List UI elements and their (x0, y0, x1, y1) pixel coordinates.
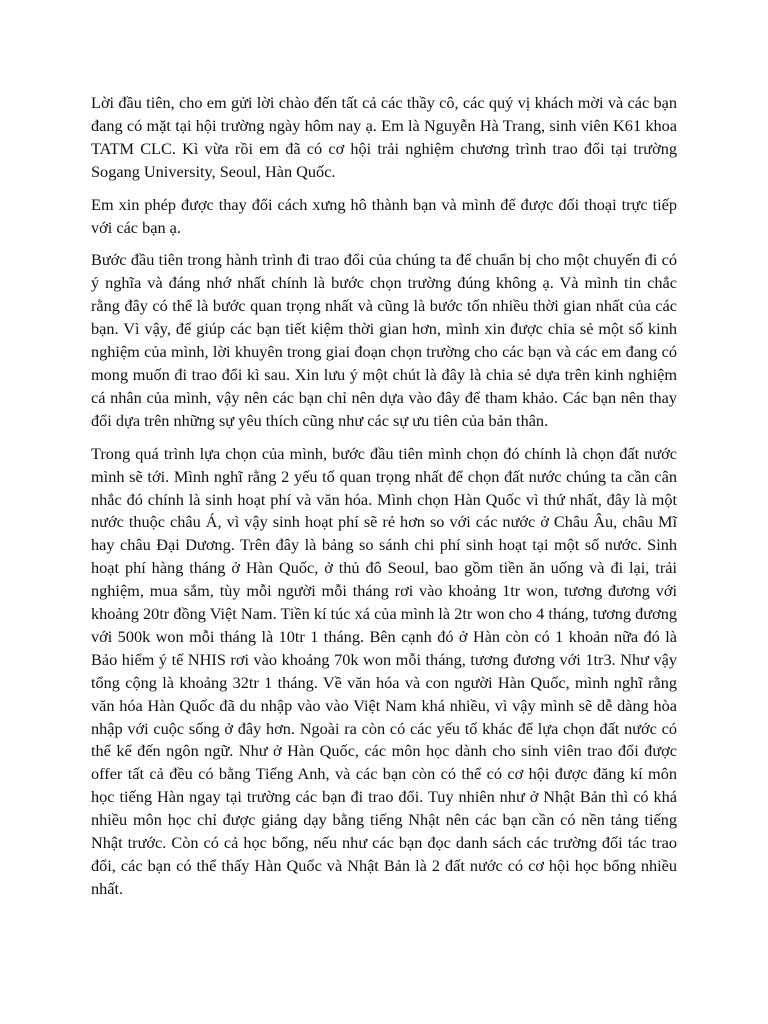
paragraph-choosing-country: Trong quá trình lựa chọn của mình, bước đầu tiên mình chọn đó chính là chọn đất nước mình sẽ tới. Mình nghĩ rằng 2 yếu tố quan trọng nhất để chọn đất nước chúng ta cần cân nhắc đó chính là sinh hoạt phí và văn hóa. Mình chọn Hàn Quốc vì thứ nhất, đây là một nước thuộc châu Á, vì vậy sinh hoạt phí sẽ rẻ hơn so với các nước ở Châu Âu, châu Mĩ hay châu Đại Dương. Trên đây là bảng so sánh chi phí sinh hoạt tại một số nước. Sinh hoạt phí hàng tháng ở Hàn Quốc, ở thủ đô Seoul, bao gồm tiền ăn uống và đi lại, trải nghiệm, mua sắm, tùy mỗi người mỗi tháng rơi vào khoảng 1tr won, tương đương với khoảng 20tr đồng Việt Nam. Tiền kí túc xá của mình là 2tr won cho 4 tháng, tương đương với 500k won mỗi tháng là 10tr 1 tháng. Bên cạnh đó ở Hàn còn có 1 khoản nữa đó là Bảo hiểm ý tế NHIS rơi vào khoảng 70k won mỗi tháng, tương đương với 1tr3. Như vậy tổng cộng là khoảng 32tr 1 tháng. Về văn hóa và con người Hàn Quốc, mình nghĩ rằng văn hóa Hàn Quốc đã du nhập vào vào Việt Nam khá nhiều, vì vậy mình sẽ dễ dàng hòa nhập với cuộc sống ở đây hơn. Ngoài ra còn có các yếu tố khác để lựa chọn đất nước có thể kể đến ngôn ngữ. Như ở Hàn Quốc, các môn học dành cho sinh viên trao đổi được offer tất cả đều có bằng Tiếng Anh, và các bạn còn có thể có cơ hội được đăng kí môn học tiếng Hàn ngay tại trường các bạn đi trao đổi. Tuy nhiên như ở Nhật Bản thì có khá nhiều môn học chỉ được giảng dạy bằng tiếng Nhật nên các bạn cần có nền tảng tiếng Nhật trước. Còn có cả học bổng, nếu như các bạn đọc danh sách các trường đối tác trao đổi, các bạn có thể thấy Hàn Quốc và Nhật Bản là 2 đất nước có cơ hội học bổng nhiều nhất. (91, 443, 677, 898)
paragraph-address-change: Em xin phép được thay đổi cách xưng hô thành bạn và mình để được đối thoại trực tiếp với các bạn ạ. (91, 194, 677, 237)
paragraph-introduction: Lời đầu tiên, cho em gửi lời chào đến tất cả các thầy cô, các quý vị khách mời và các bạn đang có mặt tại hội trường ngày hôm nay ạ. Em là Nguyễn Hà Trang, sinh viên K61 khoa TATM CLC. Kì vừa rồi em đã có cơ hội trải nghiệm chương trình trao đổi tại trường Sogang University, Seoul, Hàn Quốc. (91, 93, 677, 181)
paragraph-choosing-school: Bước đầu tiên trong hành trình đi trao đổi của chúng ta để chuẩn bị cho một chuyến đi có ý nghĩa và đáng nhớ nhất chính là bước chọn trường đúng không ạ. Và mình tin chắc rằng đây có thể là bước quan trọng nhất và cũng là bước tốn nhiều thời gian nhất của các bạn. Vì vậy, để giúp các bạn tiết kiệm thời gian hơn, mình xin được chia sẻ một số kinh nghiệm của mình, lời khuyên trong giai đoạn chọn trường cho các bạn và các em đang có mong muốn đi trao đổi kì sau. Xin lưu ý một chút là đây là chia sẻ dựa trên kinh nghiệm cá nhân của mình, vậy nên các bạn chỉ nên dựa vào đây để tham khảo. Các bạn nên thay đổi dựa trên những sự yêu thích cũng như các sự ưu tiên của bản thân. (91, 250, 677, 430)
document-body (91, 92, 677, 911)
